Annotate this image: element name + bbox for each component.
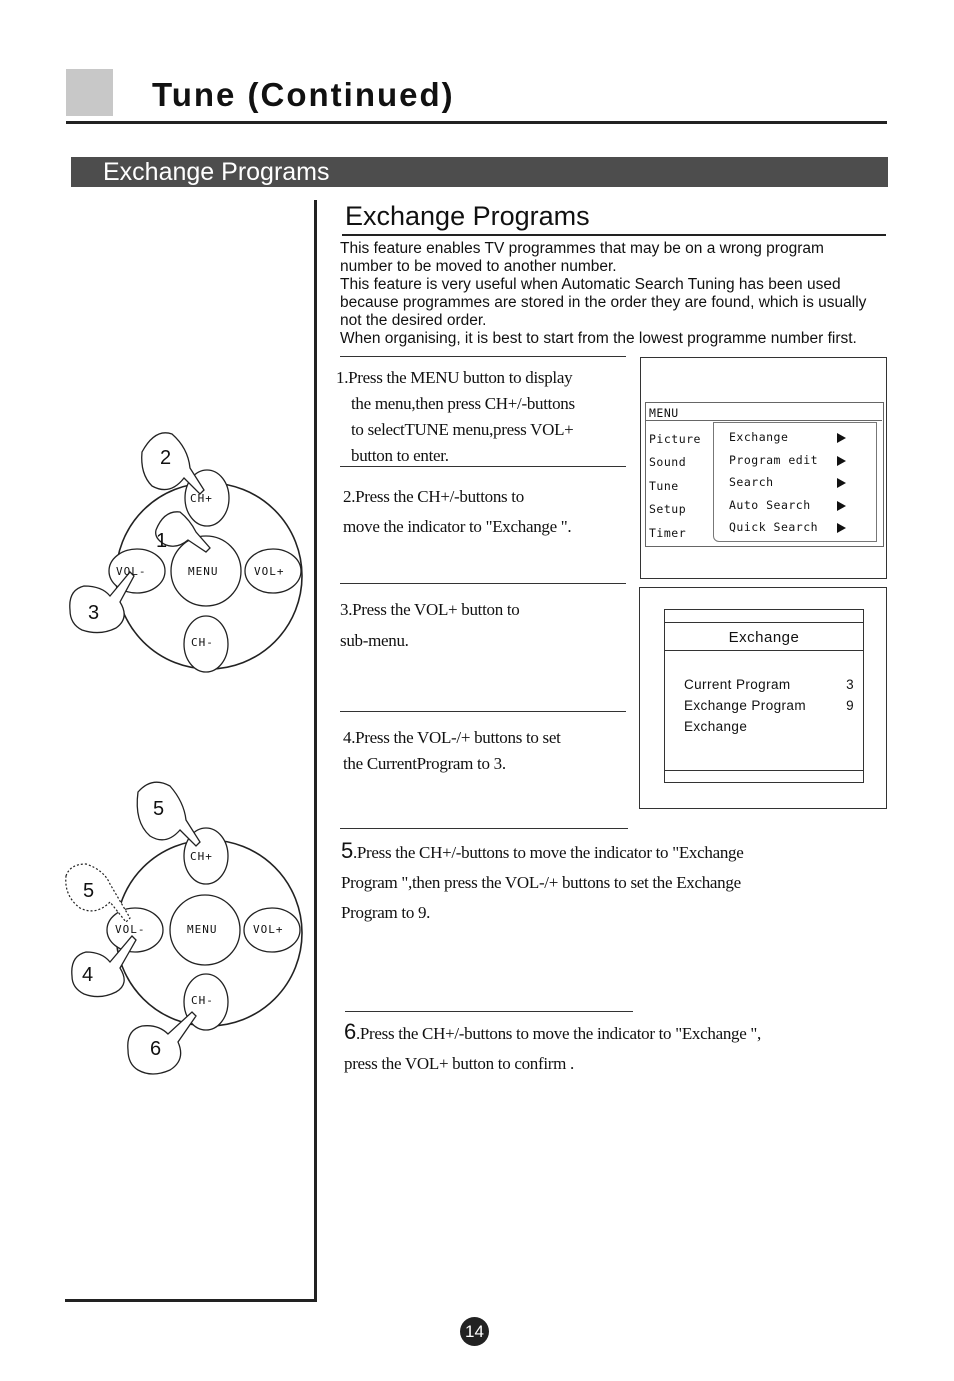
submenu-item-auto-search[interactable]: Auto Search — [729, 498, 811, 512]
exchange-row[interactable] — [684, 716, 854, 737]
vol-minus-label: VOL- — [115, 923, 146, 936]
arrow-right-icon — [837, 478, 846, 488]
exchange-title: Exchange — [728, 629, 800, 646]
step-2-line: move the indicator to "Exchange ". — [343, 517, 572, 536]
arrow-right-icon — [837, 501, 846, 511]
exchange-row[interactable] — [684, 674, 854, 695]
callout-number: 6 — [150, 1038, 162, 1060]
exchange-row-label: Exchange — [684, 719, 748, 734]
title-rule — [66, 121, 887, 124]
step-3 — [340, 594, 520, 656]
callout-number: 2 — [160, 447, 172, 469]
step-4-line: 4.Press the VOL-/+ buttons to set — [343, 728, 561, 747]
section-heading: Exchange Programs — [345, 201, 590, 231]
menu-title: MENU — [649, 406, 679, 420]
submenu-item-search[interactable]: Search — [729, 475, 774, 489]
submenu-item-exchange[interactable]: Exchange — [729, 430, 789, 444]
menu-label: MENU — [187, 923, 218, 936]
menu-item-picture[interactable]: Picture — [649, 432, 701, 446]
intro-text — [340, 240, 900, 348]
step-5-line: Program to 9. — [341, 903, 431, 922]
intro-line: because programmes are stored in the order they are found, which is usually — [340, 294, 867, 311]
step-rule — [340, 711, 626, 712]
pointing-hand-icon — [70, 572, 134, 633]
callout-number: 5 — [153, 798, 165, 820]
exchange-panel — [664, 609, 864, 783]
callout-number: 1 — [156, 530, 168, 552]
step-1-line: the menu,then press CH+/-buttons — [351, 394, 575, 413]
menu-label: MENU — [188, 565, 219, 578]
ch-plus-label: CH+ — [190, 850, 213, 863]
intro-line: This feature enables TV programmes that may be on a wrong program — [340, 240, 824, 257]
step-rule — [340, 583, 626, 584]
step-5-line: .Press the CH+/-buttons to move the indicator to "Exchange — [352, 843, 744, 862]
step-5-line: Program ",then press the VOL-/+ buttons to set the Exchange — [341, 873, 741, 892]
page-number: 14 — [460, 1317, 489, 1346]
arrow-right-icon — [837, 433, 846, 443]
step-6-line: .Press the CH+/-buttons to move the indicator to "Exchange ", — [355, 1024, 762, 1043]
step-rule — [340, 356, 626, 357]
exchange-rows — [684, 674, 854, 737]
callout-number: 5 — [83, 880, 95, 902]
intro-line: number to be moved to another number. — [340, 258, 617, 275]
step-2 — [343, 482, 571, 542]
heading-rule — [342, 234, 886, 236]
step-5 — [341, 836, 743, 928]
step-6-number: 6 — [344, 1019, 356, 1044]
step-2-line: 2.Press the CH+/-buttons to — [343, 487, 524, 506]
exchange-top-line — [665, 622, 863, 623]
bottom-divider — [65, 1299, 317, 1302]
step-1-line: 1.Press the MENU button to display — [336, 368, 573, 387]
intro-line: not the desired order. — [340, 312, 487, 329]
pointing-hand-icon — [66, 864, 130, 922]
ch-minus-label: CH- — [191, 994, 214, 1007]
step-3-line: 3.Press the VOL+ button to — [340, 600, 520, 619]
menu-screen — [640, 357, 887, 579]
step-3-line: sub-menu. — [340, 631, 409, 650]
exchange-row-label: Exchange Program — [684, 698, 806, 713]
step-rule — [340, 828, 628, 829]
remote-diagram-2 — [60, 780, 310, 1080]
step-rule — [345, 1011, 633, 1012]
column-divider — [314, 200, 317, 1302]
menu-item-tune[interactable]: Tune — [649, 479, 679, 493]
exchange-row-value: 9 — [846, 698, 854, 713]
step-5-number: 5 — [341, 838, 353, 863]
pointing-hand-icon — [137, 782, 200, 846]
remote-diagram-1 — [60, 420, 310, 670]
step-6 — [344, 1017, 761, 1079]
menu-item-sound[interactable]: Sound — [649, 455, 687, 469]
arrow-right-icon — [837, 523, 846, 533]
exchange-bottom-line — [665, 770, 863, 771]
step-1 — [336, 365, 575, 469]
menu-item-setup[interactable]: Setup — [649, 502, 687, 516]
exchange-row[interactable] — [684, 695, 854, 716]
pointing-hand-icon — [142, 433, 204, 494]
step-4-line: the CurrentProgram to 3. — [343, 754, 506, 773]
submenu-item-program-edit[interactable]: Program edit — [729, 453, 819, 467]
vol-plus-label: VOL+ — [254, 565, 285, 578]
callout-number: 4 — [82, 964, 94, 986]
step-6-line: press the VOL+ button to confirm . — [344, 1054, 574, 1073]
callout-number: 3 — [88, 602, 100, 624]
submenu-item-quick-search[interactable]: Quick Search — [729, 520, 819, 534]
exchange-title-line — [665, 650, 863, 651]
intro-line: When organising, it is best to start from the lowest programme number first. — [340, 330, 857, 347]
intro-line: This feature is very useful when Automatic Search Tuning has been used — [340, 276, 841, 293]
ch-minus-label: CH- — [191, 636, 214, 649]
exchange-row-value: 3 — [846, 677, 854, 692]
step-1-line: to selectTUNE menu,press VOL+ — [351, 420, 574, 439]
exchange-screen — [639, 587, 887, 809]
vol-minus-label: VOL- — [116, 565, 147, 578]
title-block — [66, 69, 113, 116]
step-rule — [340, 466, 626, 467]
vol-plus-label: VOL+ — [253, 923, 284, 936]
step-1-line: button to enter. — [351, 446, 449, 465]
menu-item-timer[interactable]: Timer — [649, 526, 687, 540]
page-title: Tune (Continued) — [152, 76, 455, 113]
exchange-row-label: Current Program — [684, 677, 791, 692]
arrow-right-icon — [837, 456, 846, 466]
ch-plus-label: CH+ — [190, 492, 213, 505]
menu-title-bar — [645, 402, 882, 421]
pointing-hand-icon — [128, 1012, 196, 1074]
section-label: Exchange Programs — [103, 158, 330, 186]
step-4 — [343, 725, 561, 777]
